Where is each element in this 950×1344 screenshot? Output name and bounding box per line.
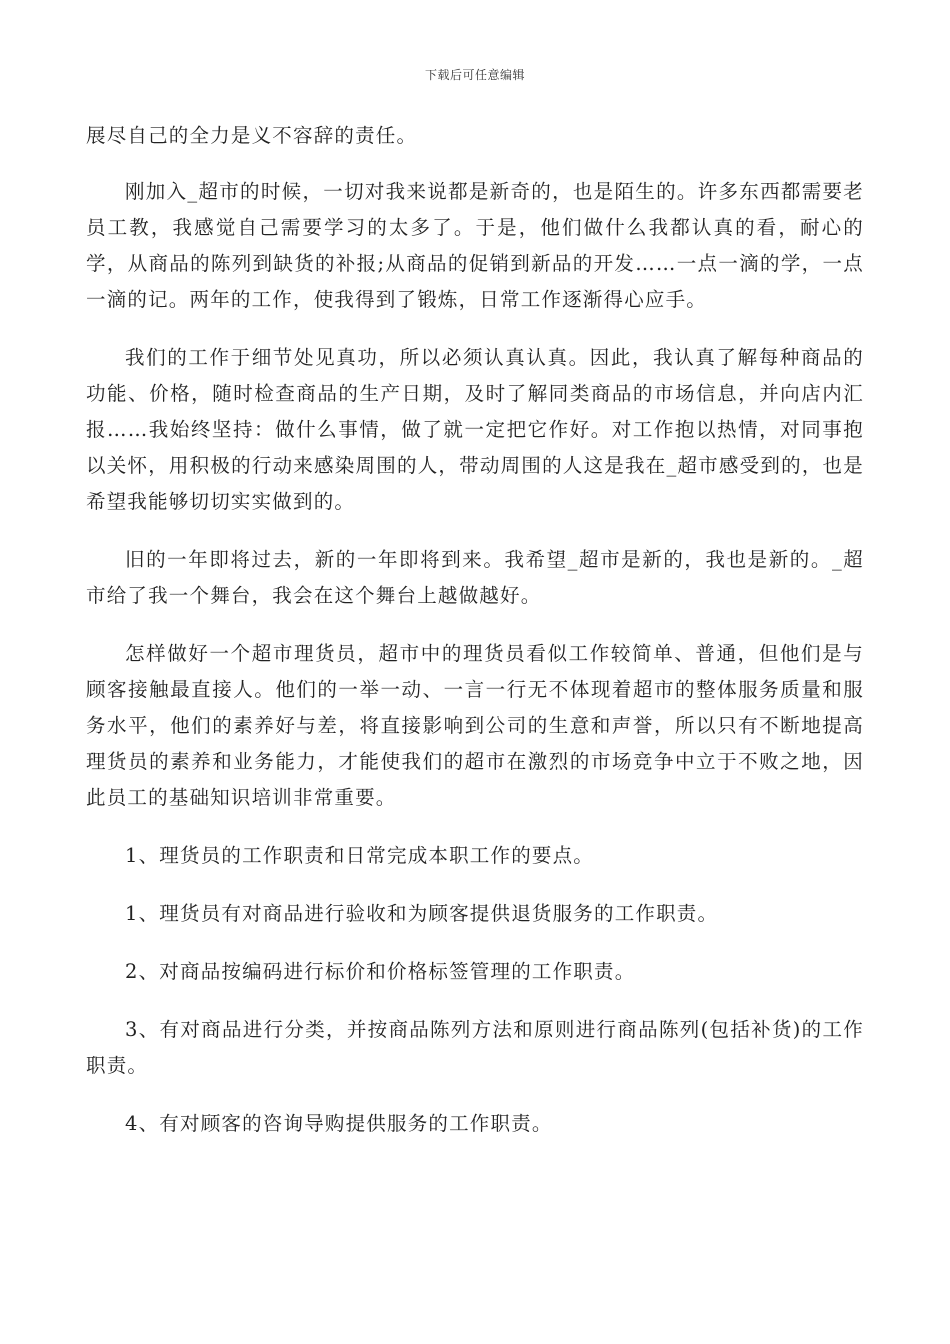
page-header: 下载后可任意编辑 <box>424 68 525 82</box>
list-item-4: 4、有对顾客的咨询导购提供服务的工作职责。 <box>125 1112 553 1135</box>
paragraph-0: 展尽自己的全力是义不容辞的责任。 <box>86 124 418 147</box>
paragraph-2: 我们的工作于细节处见真功，所以必须认真认真。因此，我认真了解每种商品的功能、价格，随时检查商品的生产日期，及时了解同类商品的市场信息，并向店内汇报……我始终坚持：做什么事情，做了就一定把它作好。对工作抱以热情，对同事抱以关怀，用积极的行动来感染周围的人，带动周围的人这是我在_超市感受到的，也是希望我能够切切实实做到的。 <box>86 346 864 513</box>
list-item-heading: 1、理货员的工作职责和日常完成本职工作的要点。 <box>125 844 595 867</box>
paragraph-4: 怎样做好一个超市理货员，超市中的理货员看似工作较简单、普通，但他们是与顾客接触最直接人。他们的一举一动、一言一行无不体现着超市的整体服务质量和服务水平，他们的素养好与差，将直接影响到公司的生意和声誉，所以只有不断地提高理货员的素养和业务能力，才能使我们的超市在激烈的市场竞争中立于不败之地，因此员工的基础知识培训非常重要。 <box>86 642 864 809</box>
document-body <box>86 118 864 1164</box>
paragraph-3: 旧的一年即将过去，新的一年即将到来。我希望_超市是新的，我也是新的。_超市给了我一个舞台，我会在这个舞台上越做越好。 <box>86 548 864 607</box>
list-item-3: 3、有对商品进行分类，并按商品陈列方法和原则进行商品陈列(包括补货)的工作职责。 <box>86 1018 864 1077</box>
list-item-1: 1、理货员有对商品进行验收和为顾客提供退货服务的工作职责。 <box>125 902 719 925</box>
paragraph-1: 刚加入_超市的时候，一切对我来说都是新奇的，也是陌生的。许多东西都需要老员工教，我感觉自己需要学习的太多了。于是，他们做什么我都认真的看，耐心的学，从商品的陈列到缺货的补报;从商品的促销到新品的开发……一点一滴的学，一点一滴的记。两年的工作，使我得到了锻炼，日常工作逐渐得心应手。 <box>86 180 864 311</box>
list-item-2: 2、对商品按编码进行标价和价格标签管理的工作职责。 <box>125 960 636 983</box>
